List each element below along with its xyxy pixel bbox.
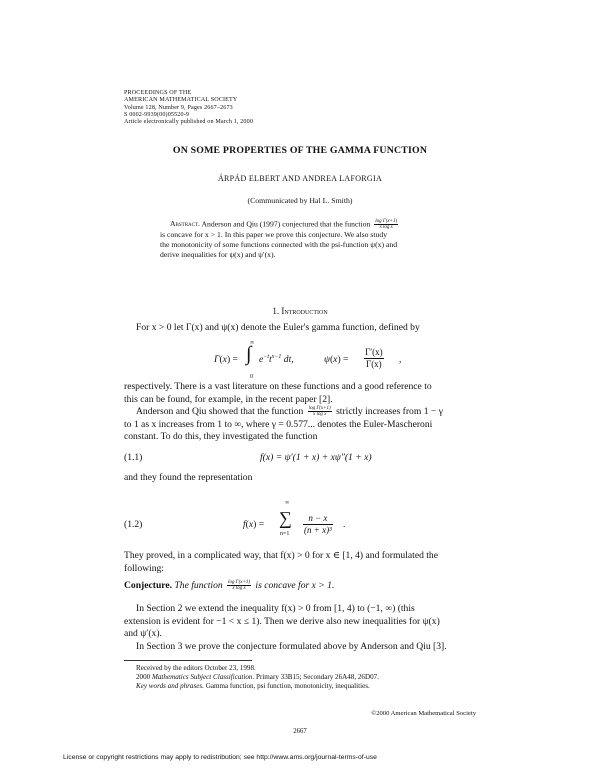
section-heading xyxy=(0,306,600,316)
journal-header xyxy=(124,90,253,126)
eq-gamma-integrand: $e^{-t}t^{x-1}$ dt, xyxy=(259,354,294,366)
equation-gamma-psi xyxy=(214,340,414,386)
abstract-text3: the monotonicity of some functions connected with the psi-function ψ(x) and xyxy=(160,240,398,249)
footnote-received: Received by the editors October 23, 1998. xyxy=(136,664,256,672)
journal-name-line2: AMERICAN MATHEMATICAL SOCIETY xyxy=(124,97,238,104)
sum-upper: ∞ xyxy=(285,500,290,506)
p3-fraction xyxy=(308,406,332,417)
keywords-label: Key words and phrases. xyxy=(136,682,204,691)
abstract-text1: Anderson and Qiu (1997) conjectured that the function xyxy=(201,219,371,229)
integral-lower: 0 xyxy=(250,374,253,380)
eq-1-2-lhs: f(x) = xyxy=(243,519,265,530)
sum-lower: n=1 xyxy=(280,531,290,537)
eq-psi-lhs: ψ(x) = xyxy=(324,354,349,365)
eq-psi-num: Γ′(x) xyxy=(365,347,383,357)
footnote-keywords xyxy=(124,682,476,691)
p3-start: Anderson and Qiu showed that the function xyxy=(136,406,304,417)
paragraph-4: and they found the representation xyxy=(124,472,253,483)
paragraph-3 xyxy=(124,406,476,444)
paragraph-5-line1: They proved, in a complicated way, that f(x) > 0 for x ∈ [1, 4) and formulated the xyxy=(124,550,438,561)
journal-published: Article electronically published on March 1, 2000 xyxy=(124,119,254,126)
footnote-msc xyxy=(124,673,476,682)
paragraph-3-line1 xyxy=(124,406,476,419)
eq-gamma-lhs: Γ(x) = xyxy=(214,354,238,365)
paragraph-7: In Section 3 we prove the conjecture formulated above by Anderson and Qiu [3]. xyxy=(136,641,447,652)
eq-psi-den: Γ(x) xyxy=(365,359,382,369)
paragraph-5 xyxy=(124,550,476,575)
msc-label: Mathematics Subject Classification. xyxy=(151,673,255,682)
eq-1-2-den: (n + x)³ xyxy=(304,525,332,535)
conj-frac-den: x log x xyxy=(232,586,246,592)
journal-volume: Volume 128, Number 9, Pages 2667–2673 xyxy=(124,104,233,111)
section-title: Introduction xyxy=(281,306,328,316)
integral-upper: ∞ xyxy=(250,340,255,346)
eq-1-2 xyxy=(243,500,363,544)
journal-name-line1: PROCEEDINGS OF THE xyxy=(124,90,192,96)
eq-1-2-label: (1.2) xyxy=(124,519,143,530)
keywords-text: Gamma function, psi function, monotonicity, inequalities. xyxy=(205,682,370,691)
eq-psi-fraction xyxy=(364,347,384,370)
conjecture-label: Conjecture. xyxy=(124,580,173,591)
paragraph-2 xyxy=(124,381,476,406)
eq-1-2-num: n − x xyxy=(303,513,333,525)
abstract-frac-num: log Γ(x+1) xyxy=(375,219,398,224)
conjecture xyxy=(124,580,334,593)
conj-frac-num: log Γ(x+1) xyxy=(228,580,251,586)
abstract-frac-den: x log x xyxy=(379,225,393,230)
abstract xyxy=(160,219,445,260)
paragraph-6-line3: and ψ′(x). xyxy=(124,628,162,640)
paragraph-6-line1: In Section 2 we extend the inequality f(x) > 0 from [1, 4) to (−1, ∞) (this xyxy=(136,603,415,614)
p3-frac-den: x log x xyxy=(313,412,327,418)
license-notice[interactable]: License or copyright restrictions may apply to redistribution; see http://www.ams.org/journal-terms-of-use xyxy=(63,754,377,761)
conjecture-text2: is concave for x > 1. xyxy=(255,580,335,591)
footnote-rule xyxy=(124,660,252,661)
paragraph-3-line2: to 1 as x increases from 1 to ∞, where γ = 0.577... denotes the Euler-Mascheroni xyxy=(124,418,433,430)
abstract-text2: is concave for x > 1. In this paper we prove this conjecture. We also study xyxy=(160,230,388,239)
page-number: 2667 xyxy=(293,728,307,735)
paragraph-3-line3: constant. To do this, they investigated the function xyxy=(124,431,318,443)
msc-year: 2000 xyxy=(136,673,151,682)
footnotes xyxy=(124,664,476,692)
paper-authors: ÁRPÁD ELBERT AND ANDREA LAFORGIA xyxy=(217,174,383,183)
paragraph-6-line2: extension is evident for −1 < x ≤ 1). Then we derive also new inequalities for ψ(x) xyxy=(124,615,440,627)
conjecture-fraction xyxy=(227,580,251,591)
eq-1-1: f(x) = ψ′(1 + x) + xψ″(1 + x) xyxy=(260,452,372,463)
abstract-text4: derive inequalities for ψ(x) and ψ′(x). xyxy=(160,250,276,259)
abstract-fraction xyxy=(374,219,398,230)
eq-1-1-label: (1.1) xyxy=(124,452,143,463)
sum-sign: ∑ xyxy=(279,508,292,528)
journal-issn: S 0002-9939(00)05520-9 xyxy=(124,111,190,118)
eq-1-2-period: . xyxy=(343,519,346,530)
paragraph-6 xyxy=(124,603,476,641)
copyright: ©2000 American Mathematical Society xyxy=(371,710,476,717)
p3-end: strictly increases from 1 − γ xyxy=(336,406,443,417)
conjecture-text1: The function xyxy=(174,580,223,591)
msc-text: Primary 33B15; Secondary 26A48, 26D07. xyxy=(256,673,379,682)
paragraph-2-line1: respectively. There is a vast literature on these functions and a good reference to xyxy=(124,381,432,392)
section-number: 1. xyxy=(272,306,280,316)
communicated-by: (Communicated by Hal L. Smith) xyxy=(247,196,353,205)
paragraph-2-line2: this can be found, for example, in the recent paper [2]. xyxy=(124,393,333,405)
abstract-label: Abstract. xyxy=(170,219,200,229)
eq-psi-comma: , xyxy=(399,354,402,365)
paragraph-1: For x > 0 let Γ(x) and ψ(x) denote the Euler's gamma function, defined by xyxy=(136,322,420,333)
integral-sign: ∫ xyxy=(246,343,252,365)
eq-1-2-fraction xyxy=(303,513,333,536)
paper-title: ON SOME PROPERTIES OF THE GAMMA FUNCTION xyxy=(172,145,428,156)
paragraph-5-line2: following: xyxy=(124,562,164,574)
abstract-line1 xyxy=(160,219,445,230)
p3-frac-num: log Γ(x+1) xyxy=(308,406,331,412)
